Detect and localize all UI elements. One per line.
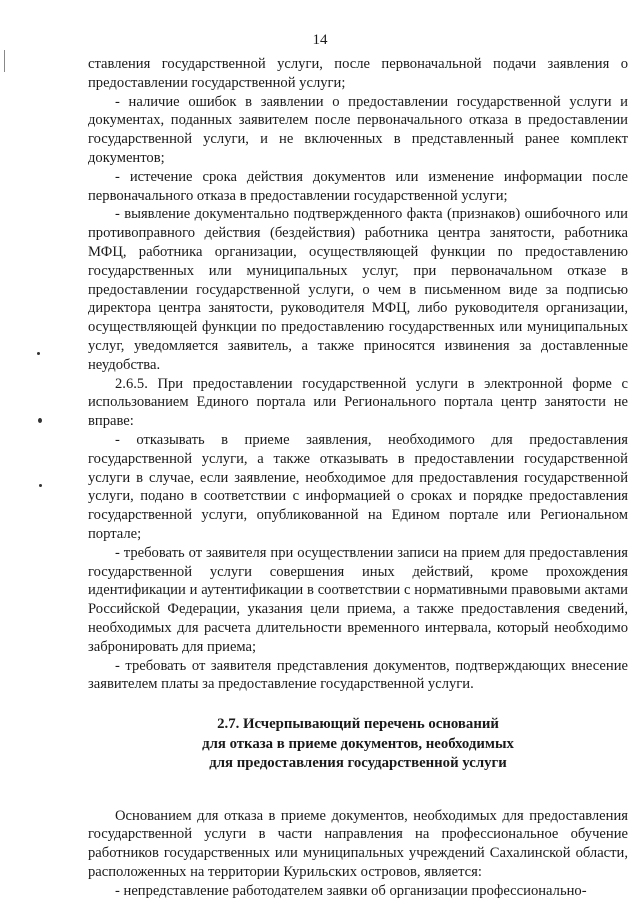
paragraph: - требовать от заявителя представления документов, подтверждающих внесение заявителем платы за предоставление государственной услуги.: [88, 657, 628, 693]
paragraph: - требовать от заявителя при осуществлении записи на прием для предоставления государственной услуги совершения иных действий, кроме прохождения идентификации и аутентификации в соответствии с нормативными правовыми актами Российской Федерации, указания цели приема, а также предоставления сведений, необходимых для расчета длительности временного интервала, который необходимо забронировать для приема;: [88, 544, 628, 655]
section-heading-line: для отказа в приеме документов, необходимых: [202, 735, 514, 752]
section-heading-line: для предоставления государственной услуги: [209, 755, 507, 772]
scan-speck: [37, 352, 40, 355]
scan-speck: [39, 484, 42, 487]
paragraph: - выявление документально подтвержденного факта (признаков) ошибочного или противоправного действия (бездействия) работника центра занятости, работника МФЦ, работника организации, осуществляющей функции по предоставлению государственных или муниципальных услуг, при первоначальном отказе в предоставлении государственной услуги, о чем в письменном виде за подписью директора центра занятости, руководителя МФЦ, либо руководителя организации, осуществляющей функции по предоставлению государственных или муниципальных услуг, уведомляется заявитель, а также приносятся извинения за доставленные неудобства.: [88, 206, 628, 373]
paragraph: Основанием для отказа в приеме документов, необходимых для предоставления государственной услуги в части направления на профессиональное обучение работников государственных или муниципальных учреждений Сахалинской области, расположенных на территории Курильских островов, является:: [88, 807, 628, 880]
paragraph: - истечение срока действия документов или изменение информации после первоначального отказа в предоставлении государственной услуги;: [88, 168, 628, 204]
paragraph: 2.6.5. При предоставлении государственной услуги в электронной форме с использованием Единого портала или Регионального портала центр занятости не вправе:: [88, 375, 628, 430]
document-body: [88, 55, 628, 901]
scan-edge-mark: [4, 50, 5, 72]
scan-speck: [38, 418, 42, 423]
section-heading-line: 2.7. Исчерпывающий перечень оснований: [217, 716, 499, 733]
section-heading: [88, 715, 628, 774]
paragraph: - наличие ошибок в заявлении о предоставлении государственной услуги и документах, поданных заявителем после первоначального отказа в предоставлении государственной услуги, и не включенных в представленный ранее комплект документов;: [88, 93, 628, 166]
paragraph: ставления государственной услуги, после первоначальной подачи заявления о предоставлении государственной услуги;: [88, 56, 628, 91]
paragraph: - непредставление работодателем заявки об организации профессионально-: [115, 882, 587, 899]
page-number: 14: [312, 32, 328, 48]
paragraph: - отказывать в приеме заявления, необходимого для предоставления государственной услуги, а также отказывать в предоставлении государственной услуги в случае, если заявление, необходимое для предоставления государственной услуги, подано в соответствии с информацией о сроках и порядке предоставления государственной услуги, опубликованной на Едином портале или Региональном портале;: [88, 431, 628, 542]
